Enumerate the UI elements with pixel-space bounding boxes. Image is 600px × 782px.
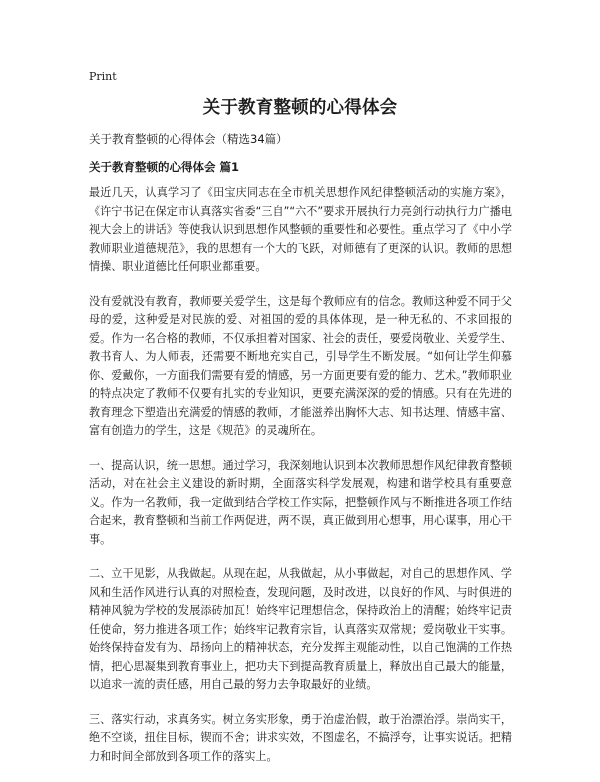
paragraph: 一、提高认识，统一思想。通过学习，我深刻地认识到本次教师思想作风纪律教育整顿活动，对在社会主义建设的新时期，全面落实科学发展观，构建和谐学校具有重要意义。作为一名教师，我一定做到结合学校工作实际，把整顿作风与不断推进各项工作结合起来，教育整顿和当前工作两促进，两不误，真正做到用心想事，用心谋事，用心干事。 xyxy=(89,458,512,546)
paragraph: 最近几天，认真学习了《田宝庆同志在全市机关思想作风纪律整顿活动的实施方案》，《许宁书记在保定市认真落实省委“三自”“六不”要求开展执行力亮剑行动执行力广播电视大会上的讲话》等使我认识到思想作风整顿的重要性和必要性。重点学习了《中小学教师职业道德规范》，我的思想有一个大的飞跃，对师德有了更深的认识。教师的思想情操、职业道德比任何职业都重要。 xyxy=(89,186,512,273)
document-subtitle: 关于教育整顿的心得体会（精选34篇） xyxy=(89,132,288,146)
print-link[interactable]: Print xyxy=(89,70,117,83)
paragraph: 没有爱就没有教育，教师要关爱学生，这是每个教师应有的信念。教师这种爱不同于父母的爱，这种爱是对民族的爱、对祖国的爱的具体体现，是一种无私的、不求回报的爱。作为一名合格的教师，不仅承担着对国家、社会的责任，要爱岗敬业、关爱学生、教书育人、为人师表，还需要不断地充实自己，引导学生不断发展。“如何让学生仰慕你、爱戴你，一方面我们需要有爱的情感，另一方面更要有爱的能力、艺术。”教师职业的特点决定了教师不仅要有扎实的专业知识，更要充满深深的爱的情感。只有在先进的教育理念下塑造出充满爱的情感的教师，才能滋养出胸怀大志、知书达理、情感丰富、富有创造力的学生，这是《规范》的灵魂所在。 xyxy=(89,294,512,437)
paragraph: 三、落实行动，求真务实。树立务实形象，勇于治虚治假，敢于治漂治浮。崇尚实干，绝不空谈，扭住目标，锲而不舍；讲求实效，不图虚名，不搞浮夸，让事实说话。把精力和时间全部放到各项工作的落实上。 xyxy=(89,712,512,763)
section-heading: 关于教育整顿的心得体会 篇1 xyxy=(89,160,240,174)
page-title: 关于教育整顿的心得体会 xyxy=(202,98,398,118)
article-body xyxy=(89,184,512,782)
paragraph: 二、立干见影，从我做起。从现在起，从我做起，从小事做起，对自己的思想作风、学风和生活作风进行认真的对照检查，发现问题，及时改进，以良好的作风、与时俱进的精神风貌为学校的发展添砖加瓦！始终牢记理想信念，保持政治上的清醒；始终牢记责任使命，努力推进各项工作；始终牢记教育宗旨，认真落实双常规；爱岗敬业干实事。始终保持奋发有为、昂扬向上的精神状态，充分发挥主观能动性，以自己饱满的工作热情，把心思凝集到教育事业上，把功夫下到提高教育质量上，释放出自己最大的能量，以追求一流的责任感，用自己最的努力去争取最好的业绩。 xyxy=(89,567,512,691)
